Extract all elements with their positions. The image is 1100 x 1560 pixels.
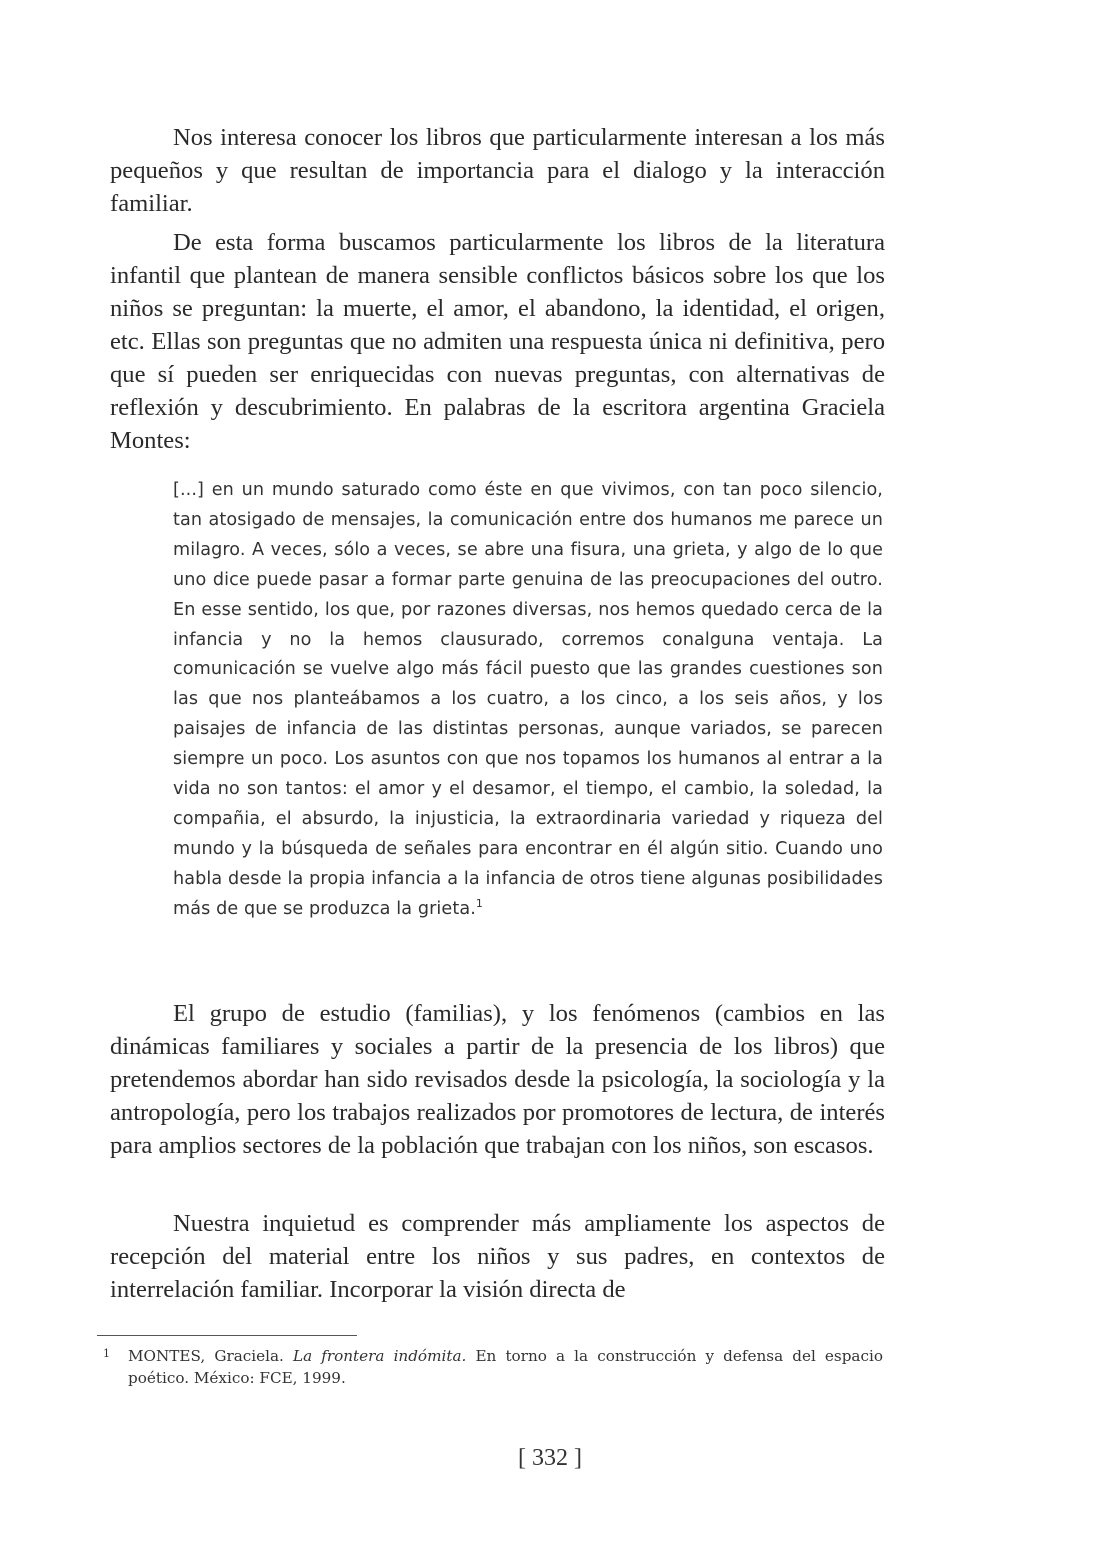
quote-paragraph bbox=[173, 476, 883, 925]
paragraph-3 bbox=[110, 997, 885, 1162]
paragraph-4 bbox=[110, 1207, 885, 1306]
footnote-number: 1 bbox=[103, 1347, 110, 1360]
footnote-reference: 1 bbox=[475, 896, 484, 910]
footnote-text bbox=[128, 1345, 883, 1389]
quote-text: [...] en un mundo saturado como éste en que vivimos, con tan poco silencio, tan atosigado de mensajes, la comunicación entre dos humanos me parece un milagro. A veces, sólo a veces, se abre una fisura, una grieta, y algo de lo que uno dice puede pasar a formar parte genuina de las preocupaciones del outro. En esse sentido, los que, por razones diversas, nos hemos quedado cerca de la infancia y no la hemos clausurado, corremos conalguna ventaja. La comunicación se vuelve algo más fácil puesto que las grandes cuestiones son las que nos planteábamos a los cuatro, a los cinco, a los seis años, y los paisajes de infancia de las distintas personas, aunque variados, se parecen siempre un poco. Los asuntos con que nos topamos los humanos al entrar a la vida no son tantos: el amor y el desamor, el tiempo, el cambio, la soledad, la compañia, el absurdo, la injusticia, la extraordinaria variedad y riqueza del mundo y la búsqueda de señales para encontrar en él algún sitio. Cuando uno habla desde la propia infancia a la infancia de otros tiene algunas posibilidades más de que se produzca la grieta. bbox=[173, 480, 883, 919]
paragraph-1 bbox=[110, 121, 885, 220]
paragraph-text: Nos interesa conocer los libros que particularmente interesan a los más pequeños y que resultan de importancia para el dialogo y la interacción familiar. bbox=[110, 124, 885, 217]
paragraph-2 bbox=[110, 226, 885, 457]
page-number: [ 332 ] bbox=[518, 1445, 582, 1471]
footnote bbox=[103, 1345, 883, 1389]
footnote-title: La frontera indómita. bbox=[292, 1347, 467, 1365]
footnote-divider bbox=[97, 1335, 357, 1336]
footnote-details: En torno a la construcción y defensa del espacio poético. México: FCE, 1999. bbox=[128, 1347, 883, 1387]
paragraph-text: Nuestra inquietud es comprender más ampliamente los aspectos de recepción del material entre los niños y sus padres, en contextos de interrelación familiar. Incorporar la visión directa de bbox=[110, 1210, 885, 1303]
paragraph-text: De esta forma buscamos particularmente los libros de la literatura infantil que plantean de manera sensible conflictos básicos sobre los que los niños se preguntan: la muerte, el amor, el abandono, la identidad, el origen, etc. Ellas son preguntas que no admiten una respuesta única ni definitiva, pero que sí pueden ser enriquecidas con nuevas preguntas, con alternativas de reflexión y descubrimiento. En palabras de la escritora argentina Graciela Montes: bbox=[110, 229, 885, 454]
footnote-author: MONTES, Graciela. bbox=[128, 1347, 284, 1365]
block-quote bbox=[173, 476, 883, 925]
paragraph-text: El grupo de estudio (familias), y los fenómenos (cambios en las dinámicas familiares y sociales a partir de la presencia de los libros) que pretendemos abordar han sido revisados desde la psicología, la sociología y la antropología, pero los trabajos realizados por promotores de lectura, de interés para amplios sectores de la población que trabajan con los niños, son escasos. bbox=[110, 1000, 885, 1159]
